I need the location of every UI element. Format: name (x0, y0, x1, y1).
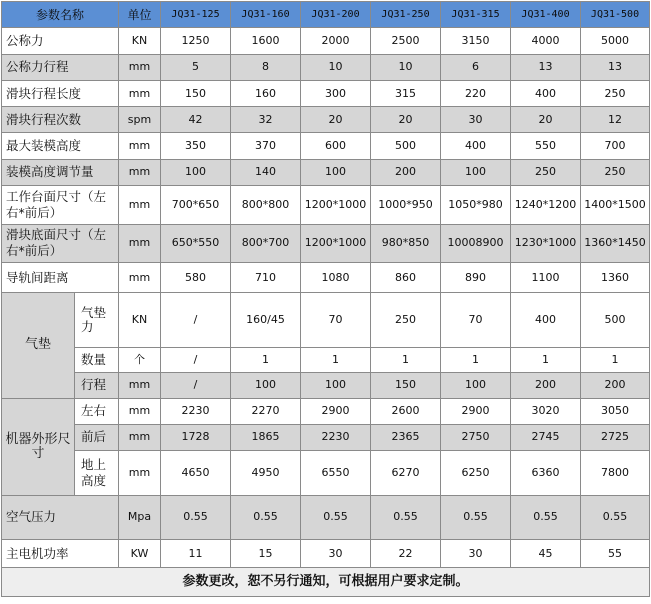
row-unit: KW (119, 540, 161, 568)
cell: 30 (301, 540, 371, 568)
sub-label: 数量 (75, 347, 119, 372)
cell: 860 (371, 262, 441, 292)
cell: 32 (231, 107, 301, 133)
sub-label: 地上高度 (75, 451, 119, 496)
footer-row (2, 568, 650, 597)
sub-label: 行程 (75, 373, 119, 398)
cell: 160 (231, 80, 301, 106)
cell: 400 (441, 133, 511, 159)
cell: 350 (161, 133, 231, 159)
cell: 0.55 (441, 495, 511, 540)
cell: 980*850 (371, 224, 441, 262)
row-label: 公称力 (2, 28, 119, 54)
cell: 160/45 (231, 293, 301, 348)
cell: 0.55 (231, 495, 301, 540)
cell: 2600 (371, 398, 441, 424)
cell: 100 (301, 159, 371, 185)
cell: 500 (371, 133, 441, 159)
cell: 400 (511, 80, 581, 106)
cell: 0.55 (161, 495, 231, 540)
row-unit: mm (119, 159, 161, 185)
cell: 1080 (301, 262, 371, 292)
cell: 1200*1000 (301, 186, 371, 224)
cell: 4650 (161, 451, 231, 496)
row-label: 滑块底面尺寸（左右*前后） (2, 224, 119, 262)
cell: 1 (511, 347, 581, 372)
cell: 500 (581, 293, 650, 348)
row-unit: KN (119, 293, 161, 348)
cell: 1250 (161, 28, 231, 54)
cell: 6 (441, 54, 511, 80)
cell: 20 (301, 107, 371, 133)
cell: / (161, 347, 231, 372)
cell: 2230 (161, 398, 231, 424)
cell: 5 (161, 54, 231, 80)
cell: 2725 (581, 424, 650, 450)
header-model: JQ31-125 (161, 2, 231, 28)
table-row (2, 107, 650, 133)
cell: / (161, 293, 231, 348)
spec-table (1, 1, 650, 597)
cell: 1728 (161, 424, 231, 450)
cell: 4950 (231, 451, 301, 496)
table-row (2, 373, 650, 398)
cell: 1050*980 (441, 186, 511, 224)
cell: 400 (511, 293, 581, 348)
table-row (2, 80, 650, 106)
cell: 1400*1500 (581, 186, 650, 224)
table-row (2, 186, 650, 224)
cell: 6250 (441, 451, 511, 496)
table-row (2, 54, 650, 80)
table-row (2, 159, 650, 185)
row-unit: mm (119, 451, 161, 496)
row-label: 最大装模高度 (2, 133, 119, 159)
cell: 890 (441, 262, 511, 292)
table-row (2, 540, 650, 568)
table-row (2, 262, 650, 292)
cell: 800*800 (231, 186, 301, 224)
cell: 45 (511, 540, 581, 568)
cell: 4000 (511, 28, 581, 54)
row-unit: 个 (119, 347, 161, 372)
cell: 1 (231, 347, 301, 372)
table-row (2, 398, 650, 424)
cell: 100 (441, 373, 511, 398)
row-unit: mm (119, 262, 161, 292)
row-unit: mm (119, 224, 161, 262)
cell: 1 (371, 347, 441, 372)
cell: 800*700 (231, 224, 301, 262)
sub-label: 气垫力 (75, 293, 119, 348)
cell: 0.55 (371, 495, 441, 540)
cell: 200 (511, 373, 581, 398)
cell: 580 (161, 262, 231, 292)
cell: 2500 (371, 28, 441, 54)
row-unit: spm (119, 107, 161, 133)
cell: 1100 (511, 262, 581, 292)
cell: 3150 (441, 28, 511, 54)
row-unit: mm (119, 133, 161, 159)
row-unit: Mpa (119, 495, 161, 540)
header-model: JQ31-500 (581, 2, 650, 28)
cell: 2000 (301, 28, 371, 54)
cell: 2900 (441, 398, 511, 424)
cell: 12 (581, 107, 650, 133)
cell: 700 (581, 133, 650, 159)
row-label: 滑块行程次数 (2, 107, 119, 133)
table-row (2, 347, 650, 372)
cell: 42 (161, 107, 231, 133)
sub-label: 前后 (75, 424, 119, 450)
cell: 13 (511, 54, 581, 80)
cell: 13 (581, 54, 650, 80)
cell: 1240*1200 (511, 186, 581, 224)
cell: 5000 (581, 28, 650, 54)
cell: 30 (441, 107, 511, 133)
cell: 1600 (231, 28, 301, 54)
cell: 11 (161, 540, 231, 568)
cell: 10 (301, 54, 371, 80)
cell: 2900 (301, 398, 371, 424)
cell: 1000*950 (371, 186, 441, 224)
row-label: 主电机功率 (2, 540, 119, 568)
cell: 70 (441, 293, 511, 348)
header-param: 参数名称 (2, 2, 119, 28)
header-model: JQ31-160 (231, 2, 301, 28)
row-label: 装模高度调节量 (2, 159, 119, 185)
cell: 1 (301, 347, 371, 372)
cell: 150 (161, 80, 231, 106)
cell: 3020 (511, 398, 581, 424)
cell: 6270 (371, 451, 441, 496)
cell: 10008900 (441, 224, 511, 262)
row-unit: mm (119, 373, 161, 398)
header-model: JQ31-315 (441, 2, 511, 28)
cell: 250 (371, 293, 441, 348)
cell: 100 (161, 159, 231, 185)
cell: 100 (441, 159, 511, 185)
table-row (2, 495, 650, 540)
cell: 200 (371, 159, 441, 185)
row-unit: mm (119, 424, 161, 450)
cell: 1360*1450 (581, 224, 650, 262)
cell: 300 (301, 80, 371, 106)
header-unit: 单位 (119, 2, 161, 28)
table-row (2, 28, 650, 54)
cell: 30 (441, 540, 511, 568)
cell: 100 (231, 373, 301, 398)
cell: / (161, 373, 231, 398)
row-label: 工作台面尺寸（左右*前后） (2, 186, 119, 224)
cell: 700*650 (161, 186, 231, 224)
group-air-cushion: 气垫 (2, 293, 75, 398)
cell: 2270 (231, 398, 301, 424)
cell: 70 (301, 293, 371, 348)
header-model: JQ31-200 (301, 2, 371, 28)
table-row (2, 451, 650, 496)
table-row (2, 133, 650, 159)
cell: 370 (231, 133, 301, 159)
cell: 2750 (441, 424, 511, 450)
header-model: JQ31-250 (371, 2, 441, 28)
footer-note: 参数更改，恕不另行通知，可根据用户要求定制。 (2, 568, 650, 597)
row-label: 滑块行程长度 (2, 80, 119, 106)
table-row (2, 424, 650, 450)
row-label: 公称力行程 (2, 54, 119, 80)
cell: 22 (371, 540, 441, 568)
row-label: 导轨间距离 (2, 262, 119, 292)
cell: 250 (581, 80, 650, 106)
cell: 1230*1000 (511, 224, 581, 262)
cell: 20 (511, 107, 581, 133)
cell: 6360 (511, 451, 581, 496)
cell: 1865 (231, 424, 301, 450)
cell: 315 (371, 80, 441, 106)
cell: 3050 (581, 398, 650, 424)
cell: 250 (511, 159, 581, 185)
cell: 55 (581, 540, 650, 568)
header-model: JQ31-400 (511, 2, 581, 28)
cell: 15 (231, 540, 301, 568)
cell: 0.55 (301, 495, 371, 540)
cell: 100 (301, 373, 371, 398)
row-unit: KN (119, 28, 161, 54)
table-row (2, 224, 650, 262)
cell: 650*550 (161, 224, 231, 262)
header-row (2, 2, 650, 28)
row-unit: mm (119, 186, 161, 224)
cell: 710 (231, 262, 301, 292)
cell: 150 (371, 373, 441, 398)
cell: 220 (441, 80, 511, 106)
cell: 550 (511, 133, 581, 159)
cell: 1 (581, 347, 650, 372)
row-unit: mm (119, 54, 161, 80)
cell: 7800 (581, 451, 650, 496)
cell: 2745 (511, 424, 581, 450)
cell: 20 (371, 107, 441, 133)
cell: 140 (231, 159, 301, 185)
cell: 2365 (371, 424, 441, 450)
cell: 6550 (301, 451, 371, 496)
cell: 1200*1000 (301, 224, 371, 262)
cell: 200 (581, 373, 650, 398)
cell: 600 (301, 133, 371, 159)
table-row (2, 293, 650, 348)
group-dimensions: 机器外形尺寸 (2, 398, 75, 495)
cell: 250 (581, 159, 650, 185)
sub-label: 左右 (75, 398, 119, 424)
cell: 8 (231, 54, 301, 80)
row-unit: mm (119, 398, 161, 424)
cell: 2230 (301, 424, 371, 450)
cell: 1 (441, 347, 511, 372)
cell: 0.55 (511, 495, 581, 540)
row-unit: mm (119, 80, 161, 106)
cell: 0.55 (581, 495, 650, 540)
cell: 10 (371, 54, 441, 80)
cell: 1360 (581, 262, 650, 292)
row-label: 空气压力 (2, 495, 119, 540)
